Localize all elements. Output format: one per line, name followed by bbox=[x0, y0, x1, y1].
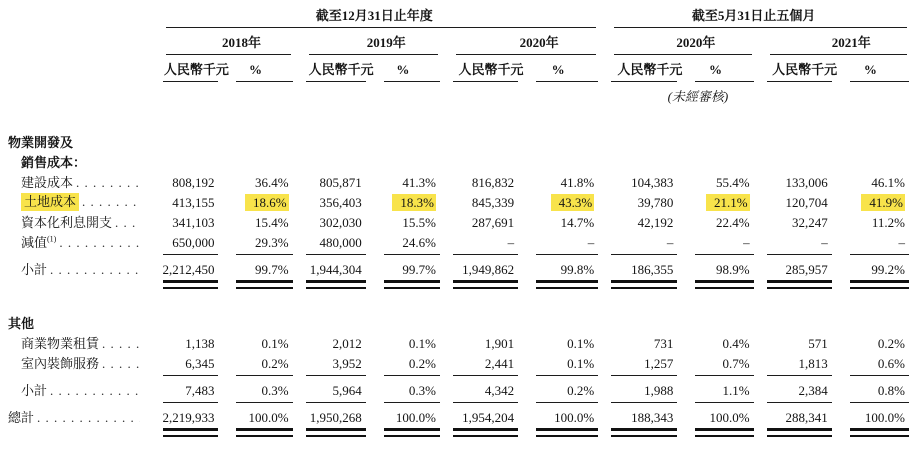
double-rule-line bbox=[767, 280, 832, 289]
double-rule-line bbox=[163, 428, 218, 437]
rule-line bbox=[236, 81, 292, 82]
rule-line bbox=[384, 254, 440, 255]
rule-line bbox=[695, 81, 753, 82]
table-cell: 0.2% bbox=[877, 336, 905, 351]
double-rule-line bbox=[611, 428, 677, 437]
table-cell: 7,483 bbox=[185, 383, 215, 398]
double-rule-line bbox=[850, 428, 909, 437]
table-cell: 99.7% bbox=[402, 262, 436, 277]
table-cell: 55.4% bbox=[715, 175, 750, 190]
section-property-dev-title-1 bbox=[8, 131, 909, 151]
table-cell: 845,339 bbox=[471, 195, 515, 210]
row-label: 小計 bbox=[21, 383, 48, 398]
table-cell: 1,954,204 bbox=[462, 410, 515, 425]
double-rule-line bbox=[306, 428, 366, 437]
rule-line bbox=[614, 27, 907, 28]
table-cell-highlighted: 18.3% bbox=[366, 191, 440, 211]
table-cell: 100.0% bbox=[395, 410, 436, 425]
table-cell: 816,832 bbox=[471, 175, 515, 190]
rule-line bbox=[611, 254, 677, 255]
table-cell: 0.7% bbox=[722, 356, 750, 371]
unit-header: 人民幣千元 bbox=[617, 62, 683, 77]
rule-line bbox=[695, 254, 753, 255]
table-cell: 22.4% bbox=[715, 215, 750, 230]
table-cell: 29.3% bbox=[255, 235, 289, 250]
table-cell: 120,704 bbox=[785, 195, 828, 210]
header-group-row bbox=[8, 4, 909, 24]
double-rule-line bbox=[306, 280, 366, 289]
rule-line bbox=[767, 81, 832, 82]
rule-row bbox=[8, 78, 909, 85]
rule-line bbox=[611, 81, 677, 82]
row-label: 小計 bbox=[21, 262, 48, 277]
header-year-row bbox=[8, 31, 909, 51]
table-cell: 1,813 bbox=[798, 356, 828, 371]
table-cell-highlighted: 41.9% bbox=[832, 191, 909, 211]
table-cell: 0.1% bbox=[408, 336, 436, 351]
year-2020: 2020年 bbox=[519, 35, 559, 50]
rule-line bbox=[163, 375, 218, 376]
rule-line bbox=[306, 375, 366, 376]
table-cell: 1,257 bbox=[644, 356, 674, 371]
double-rule-line bbox=[453, 428, 518, 437]
year-2019: 2019年 bbox=[366, 35, 406, 50]
row-label: 總計 bbox=[8, 410, 35, 425]
rule-line bbox=[453, 402, 518, 403]
row-subtotal-other bbox=[8, 379, 909, 399]
rule-row bbox=[8, 399, 909, 406]
table-cell: – bbox=[587, 235, 595, 250]
percent-header: % bbox=[396, 62, 410, 77]
percent-header: % bbox=[551, 62, 565, 77]
rule-line bbox=[850, 254, 909, 255]
rule-line bbox=[536, 402, 598, 403]
table-cell: 99.7% bbox=[255, 262, 289, 277]
table-cell: 0.1% bbox=[567, 356, 595, 371]
table-cell: 133,006 bbox=[785, 175, 828, 190]
table-cell: 480,000 bbox=[319, 235, 362, 250]
table-cell: 98.9% bbox=[715, 262, 750, 277]
rule-row bbox=[8, 51, 909, 58]
rule-row bbox=[8, 372, 909, 379]
table-cell: 36.4% bbox=[255, 175, 289, 190]
table-cell: 571 bbox=[808, 336, 828, 351]
table-cell: 1.1% bbox=[722, 383, 750, 398]
dot-leader bbox=[102, 336, 140, 352]
table-cell: 41.8% bbox=[560, 175, 595, 190]
rule-line bbox=[453, 81, 518, 82]
dot-leader bbox=[37, 410, 140, 426]
table-cell: 302,030 bbox=[319, 215, 362, 230]
double-rule-row bbox=[8, 278, 909, 290]
section-title: 銷售成本： bbox=[21, 155, 87, 170]
row-construction-cost bbox=[8, 171, 909, 191]
double-rule-line bbox=[384, 428, 440, 437]
table-cell: 15.4% bbox=[255, 215, 289, 230]
table-cell: 356,403 bbox=[319, 195, 362, 210]
table-cell: 24.6% bbox=[402, 235, 436, 250]
double-rule-line bbox=[453, 280, 518, 289]
dot-leader bbox=[50, 383, 140, 399]
rule-line bbox=[767, 402, 832, 403]
table-cell: 805,871 bbox=[319, 175, 362, 190]
empty-cell bbox=[8, 4, 150, 24]
table-cell: – bbox=[898, 235, 905, 250]
rule-line bbox=[306, 81, 366, 82]
rule-line bbox=[236, 254, 292, 255]
table-cell: 100.0% bbox=[554, 410, 595, 425]
row-commercial-leasing bbox=[8, 332, 909, 352]
row-capitalised-interest bbox=[8, 211, 909, 231]
rule-line bbox=[309, 54, 438, 55]
table-cell: 46.1% bbox=[871, 175, 905, 190]
double-rule-line bbox=[236, 280, 292, 289]
table-cell: 0.6% bbox=[877, 356, 905, 371]
unit-header: 人民幣千元 bbox=[163, 62, 229, 77]
double-rule-line bbox=[384, 280, 440, 289]
dot-leader bbox=[76, 175, 140, 191]
rule-line bbox=[166, 27, 596, 28]
table-cell: 0.1% bbox=[261, 336, 289, 351]
table-cell: 0.2% bbox=[408, 356, 436, 371]
table-cell: 285,957 bbox=[785, 262, 828, 277]
table-cell: 188,343 bbox=[631, 410, 674, 425]
row-label: 減值$^{(1)}$ bbox=[21, 235, 57, 250]
interim-period-title: 截至5月31日止五個月 bbox=[691, 8, 816, 23]
rule-line bbox=[770, 54, 907, 55]
dot-leader bbox=[82, 194, 140, 210]
double-rule-line bbox=[850, 280, 909, 289]
rule-line bbox=[384, 375, 440, 376]
table-cell: 0.3% bbox=[408, 383, 436, 398]
table-cell: 100.0% bbox=[864, 410, 905, 425]
table-cell: 6,345 bbox=[185, 356, 215, 371]
unit-header: 人民幣千元 bbox=[772, 62, 838, 77]
unit-header: 人民幣千元 bbox=[458, 62, 524, 77]
table-cell: 39,780 bbox=[637, 195, 674, 210]
table-cell: 11.2% bbox=[871, 215, 905, 230]
percent-header: % bbox=[249, 62, 263, 77]
dot-leader bbox=[59, 235, 140, 251]
table-cell: 15.5% bbox=[402, 215, 436, 230]
row-label: 商業物業租賃 bbox=[21, 336, 100, 351]
table-cell: 1,950,268 bbox=[309, 410, 362, 425]
rule-line bbox=[611, 375, 677, 376]
double-rule-line bbox=[695, 428, 753, 437]
rule-line bbox=[767, 254, 832, 255]
row-label: 室內裝飾服務 bbox=[21, 356, 100, 371]
table-cell: – bbox=[666, 235, 674, 250]
table-cell: 1,949,862 bbox=[462, 262, 515, 277]
rule-line bbox=[453, 254, 518, 255]
table-cell: 650,000 bbox=[172, 235, 215, 250]
rule-line bbox=[850, 81, 909, 82]
table-cell: 3,952 bbox=[332, 356, 362, 371]
table-cell: 100.0% bbox=[248, 410, 289, 425]
annual-period-title: 截至12月31日止年度 bbox=[315, 8, 433, 23]
row-land-cost bbox=[8, 191, 909, 211]
year-2018: 2018年 bbox=[221, 35, 261, 50]
table-cell: 0.2% bbox=[261, 356, 289, 371]
spacer-row bbox=[8, 105, 909, 131]
table-cell: 99.8% bbox=[560, 262, 595, 277]
rule-line bbox=[236, 402, 292, 403]
table-cell: 32,247 bbox=[791, 215, 828, 230]
row-subtotal-property bbox=[8, 258, 909, 278]
rule-row bbox=[8, 24, 909, 31]
table-cell: – bbox=[507, 235, 515, 250]
rule-line bbox=[163, 81, 218, 82]
rule-line bbox=[453, 375, 518, 376]
double-rule-line bbox=[163, 280, 218, 289]
rule-line bbox=[163, 254, 218, 255]
rule-line bbox=[695, 402, 753, 403]
rule-line bbox=[536, 375, 598, 376]
percent-header: % bbox=[863, 62, 877, 77]
table-cell: 413,155 bbox=[172, 195, 215, 210]
table-cell: 14.7% bbox=[560, 215, 595, 230]
dot-leader bbox=[115, 215, 140, 231]
table-cell-highlighted: 18.6% bbox=[218, 191, 292, 211]
table-cell: 2,441 bbox=[484, 356, 515, 371]
table-cell: 2,212,450 bbox=[162, 262, 215, 277]
dot-leader bbox=[50, 262, 140, 278]
table-cell: 287,691 bbox=[471, 215, 515, 230]
table-cell: 0.4% bbox=[722, 336, 750, 351]
table-cell: 4,342 bbox=[484, 383, 515, 398]
section-other-title bbox=[8, 312, 909, 332]
table-cell: 731 bbox=[653, 336, 674, 351]
rule-line bbox=[767, 375, 832, 376]
table-cell: 1,988 bbox=[644, 383, 674, 398]
table-cell: – bbox=[821, 235, 828, 250]
rule-line bbox=[611, 402, 677, 403]
table-cell: 1,138 bbox=[185, 336, 215, 351]
table-cell: 186,355 bbox=[631, 262, 674, 277]
row-impairment bbox=[8, 231, 909, 251]
table-cell: 2,012 bbox=[332, 336, 362, 351]
dot-leader bbox=[102, 356, 140, 372]
table-cell: – bbox=[743, 235, 750, 250]
year-2020-interim: 2020年 bbox=[676, 35, 716, 50]
table-cell-highlighted: 21.1% bbox=[677, 191, 753, 211]
unaudited-note: (未經審核) bbox=[667, 89, 729, 104]
row-total bbox=[8, 406, 909, 426]
rule-line bbox=[384, 402, 440, 403]
rule-row bbox=[8, 251, 909, 258]
unaudited-row bbox=[8, 85, 909, 105]
row-label-highlighted: 土地成本 bbox=[21, 193, 79, 211]
table-cell: 2,384 bbox=[798, 383, 828, 398]
table-cell: 1,901 bbox=[484, 336, 515, 351]
percent-header: % bbox=[709, 62, 722, 77]
table-cell: 104,383 bbox=[631, 175, 674, 190]
table-cell: 41.3% bbox=[402, 175, 436, 190]
double-rule-line bbox=[536, 280, 598, 289]
table-cell: 99.2% bbox=[871, 262, 905, 277]
header-unit-row bbox=[8, 58, 909, 78]
footnote-marker: (1) bbox=[47, 235, 57, 244]
table-cell: 1,944,304 bbox=[309, 262, 362, 277]
double-rule-row bbox=[8, 426, 909, 438]
table-cell: 0.1% bbox=[567, 336, 595, 351]
rule-line bbox=[306, 402, 366, 403]
table-cell: 288,341 bbox=[785, 410, 828, 425]
table-cell: 2,219,933 bbox=[162, 410, 215, 425]
rule-line bbox=[166, 54, 290, 55]
section-property-dev-title-2 bbox=[8, 151, 909, 171]
rule-line bbox=[850, 375, 909, 376]
table-cell: 341,103 bbox=[172, 215, 215, 230]
table-cell: 0.8% bbox=[877, 383, 905, 398]
row-interior-decoration bbox=[8, 352, 909, 372]
rule-line bbox=[236, 375, 292, 376]
rule-line bbox=[614, 54, 751, 55]
rule-line bbox=[536, 81, 598, 82]
rule-line bbox=[536, 254, 598, 255]
unit-header: 人民幣千元 bbox=[308, 62, 374, 77]
table-cell-highlighted: 43.3% bbox=[518, 191, 598, 211]
table-cell: 5,964 bbox=[332, 383, 362, 398]
row-label: 資本化利息開支 bbox=[21, 215, 113, 230]
cost-breakdown-table bbox=[8, 4, 909, 438]
double-rule-line bbox=[695, 280, 753, 289]
rule-line bbox=[695, 375, 753, 376]
table-cell: 100.0% bbox=[709, 410, 750, 425]
year-2021-interim: 2021年 bbox=[831, 35, 871, 50]
double-rule-line bbox=[236, 428, 292, 437]
spacer-row bbox=[8, 290, 909, 312]
double-rule-line bbox=[536, 428, 598, 437]
rule-line bbox=[456, 54, 596, 55]
table-cell: 808,192 bbox=[172, 175, 215, 190]
section-title: 物業開發及 bbox=[8, 135, 74, 150]
rule-line bbox=[306, 254, 366, 255]
section-title: 其他 bbox=[8, 316, 35, 331]
double-rule-line bbox=[767, 428, 832, 437]
table-cell: 0.2% bbox=[567, 383, 595, 398]
rule-line bbox=[850, 402, 909, 403]
rule-line bbox=[163, 402, 218, 403]
row-label: 建設成本 bbox=[21, 175, 74, 190]
rule-line bbox=[384, 81, 440, 82]
table-cell: 42,192 bbox=[637, 215, 674, 230]
table-cell: 0.3% bbox=[261, 383, 289, 398]
double-rule-line bbox=[611, 280, 677, 289]
